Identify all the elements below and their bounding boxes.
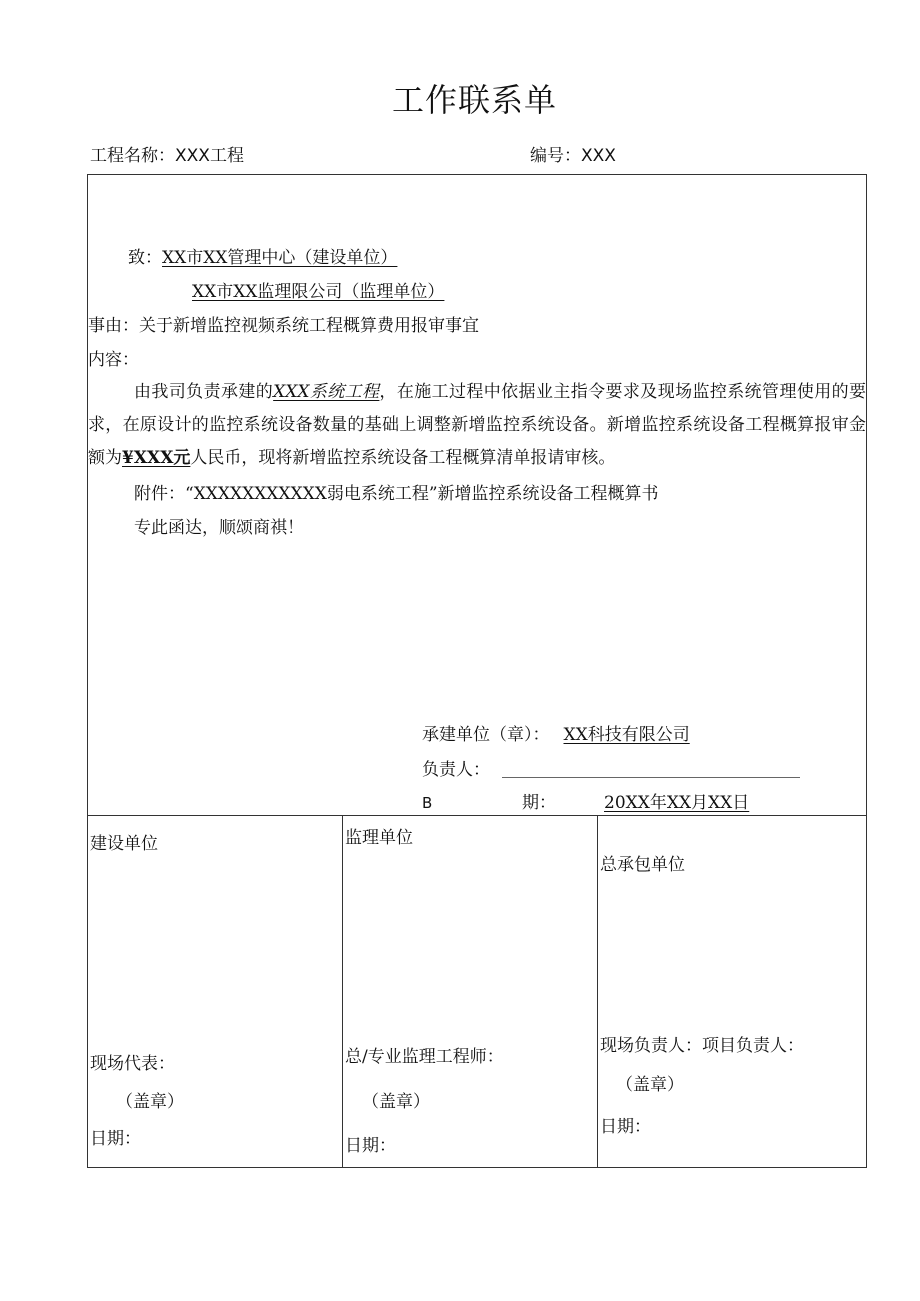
general-contractor-rep-label: 现场负责人：项目负责人：	[600, 1036, 804, 1056]
body-middle: ，在施工过程中依据业主指令要求及现场监控系统管理使用的要求，在原设计的监控系统设备数量的基础上调整新增监控系统设备。新增监控系统设备工程概算报审金额为	[88, 382, 867, 468]
document-number	[530, 148, 616, 165]
supervisor-heading: 监理单位	[345, 828, 413, 848]
to-label: 致：	[128, 248, 162, 268]
subject-label: 事由：	[88, 316, 139, 336]
responsible-label: 负责人：	[422, 760, 490, 780]
recipient-line-1	[128, 250, 397, 267]
responsible-signature-line	[502, 777, 800, 778]
owner-date-label: 日期：	[90, 1129, 141, 1149]
project-name	[90, 148, 244, 165]
project-name-label: 工程名称：	[90, 146, 175, 166]
subject-text: 关于新增监控视频系统工程概算费用报审事宜	[139, 316, 479, 336]
date-label-prefix: B	[422, 794, 433, 812]
subject-line	[88, 318, 479, 335]
date-label-suffix: 期：	[522, 793, 556, 813]
document-number-label: 编号：	[530, 146, 581, 166]
attachment-label: 附件：	[134, 484, 185, 504]
content-label: 内容：	[88, 350, 139, 370]
project-name-value: XXX工程	[175, 146, 244, 166]
recipient-1: XX市XX管理中心（建设单位）	[162, 248, 398, 268]
letter-date: 20XX年XX月XX日	[604, 793, 750, 813]
body-amount: ¥XXX元	[122, 448, 191, 468]
body-prefix: 由我司负责承建的	[134, 382, 274, 402]
general-contractor-seal: （盖章）	[616, 1075, 684, 1095]
contractor-line	[422, 727, 690, 744]
owner-seal: （盖章）	[116, 1092, 184, 1112]
closing-text: 专此函达，顺颂商祺！	[134, 518, 304, 538]
attachment-text: “XXXXXXXXXXX弱电系统工程”新增监控系统设备工程概算书	[185, 484, 659, 504]
page-title: 工作联系单	[392, 81, 558, 119]
owner-rep-label: 现场代表：	[90, 1054, 175, 1074]
column-divider-1	[342, 815, 343, 1168]
general-contractor-date-label: 日期：	[600, 1117, 651, 1137]
supervisor-seal: （盖章）	[362, 1092, 430, 1112]
contractor-value: XX科技有限公司	[563, 725, 690, 745]
supervisor-rep-label: 总/专业监理工程师：	[345, 1047, 504, 1067]
supervisor-date-label: 日期：	[345, 1136, 396, 1156]
document-number-value: XXX	[581, 146, 616, 166]
owner-heading: 建设单位	[90, 834, 158, 854]
content-body	[88, 376, 866, 475]
general-contractor-heading: 总承包单位	[600, 855, 685, 875]
body-suffix: 人民币，现将新增监控系统设备工程概算清单报请审核。	[190, 448, 616, 468]
section-divider	[87, 815, 867, 816]
column-divider-2	[597, 815, 598, 1168]
contractor-label: 承建单位（章）：	[422, 725, 550, 745]
body-project: XXX系统工程	[273, 382, 380, 402]
attachment-line	[134, 486, 659, 503]
recipient-2: XX市XX监理限公司（监理单位）	[192, 282, 445, 302]
